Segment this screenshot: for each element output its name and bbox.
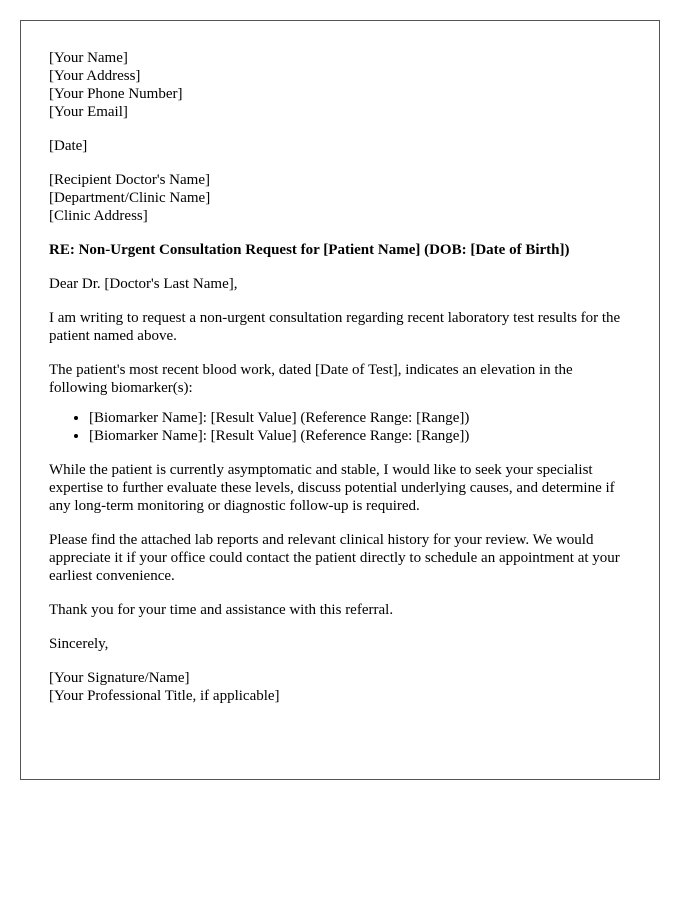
biomarker-list — [49, 409, 631, 445]
signature-title: [Your Professional Title, if applicable] — [49, 688, 280, 704]
paragraph-expertise: While the patient is currently asymptomatic and stable, I would like to seek your specialist expertise to further evaluate these levels, discuss potential underlying causes, and determine if any long-term monitoring or diagnostic follow-up is required. — [49, 462, 615, 514]
recipient-name: [Recipient Doctor's Name] — [49, 172, 210, 188]
sender-name: [Your Name] — [49, 50, 128, 66]
sender-phone: [Your Phone Number] — [49, 86, 183, 102]
recipient-address: [Clinic Address] — [49, 208, 148, 224]
recipient-block — [49, 171, 631, 225]
subject-line: RE: Non-Urgent Consultation Request for [Patient Name] (DOB: [Date of Birth]) — [49, 242, 570, 258]
paragraph-thanks: Thank you for your time and assistance with this referral. — [49, 602, 394, 618]
signature-block — [49, 669, 631, 705]
signature-name: [Your Signature/Name] — [49, 670, 190, 686]
recipient-department: [Department/Clinic Name] — [49, 190, 211, 206]
letter-page — [20, 20, 660, 780]
salutation: Dear Dr. [Doctor's Last Name], — [49, 276, 238, 292]
date-block — [49, 137, 631, 155]
list-item: • [Biomarker Name]: [Result Value] (Reference Range: [Range]) — [89, 427, 631, 445]
paragraph-bloodwork: The patient's most recent blood work, dated [Date of Test], indicates an elevation in the following biomarker(s): — [49, 362, 573, 396]
paragraph-attached: Please find the attached lab reports and relevant clinical history for your review. We would appreciate it if your office could contact the patient directly to schedule an appointment at your earliest convenience. — [49, 532, 620, 584]
sender-block — [49, 49, 631, 121]
list-item: • [Biomarker Name]: [Result Value] (Reference Range: [Range]) — [89, 409, 631, 427]
letter-date: [Date] — [49, 138, 88, 154]
sender-address: [Your Address] — [49, 68, 141, 84]
sender-email: [Your Email] — [49, 104, 128, 120]
closing: Sincerely, — [49, 636, 109, 652]
paragraph-intro: I am writing to request a non-urgent consultation regarding recent laboratory test results for the patient named above. — [49, 310, 621, 344]
